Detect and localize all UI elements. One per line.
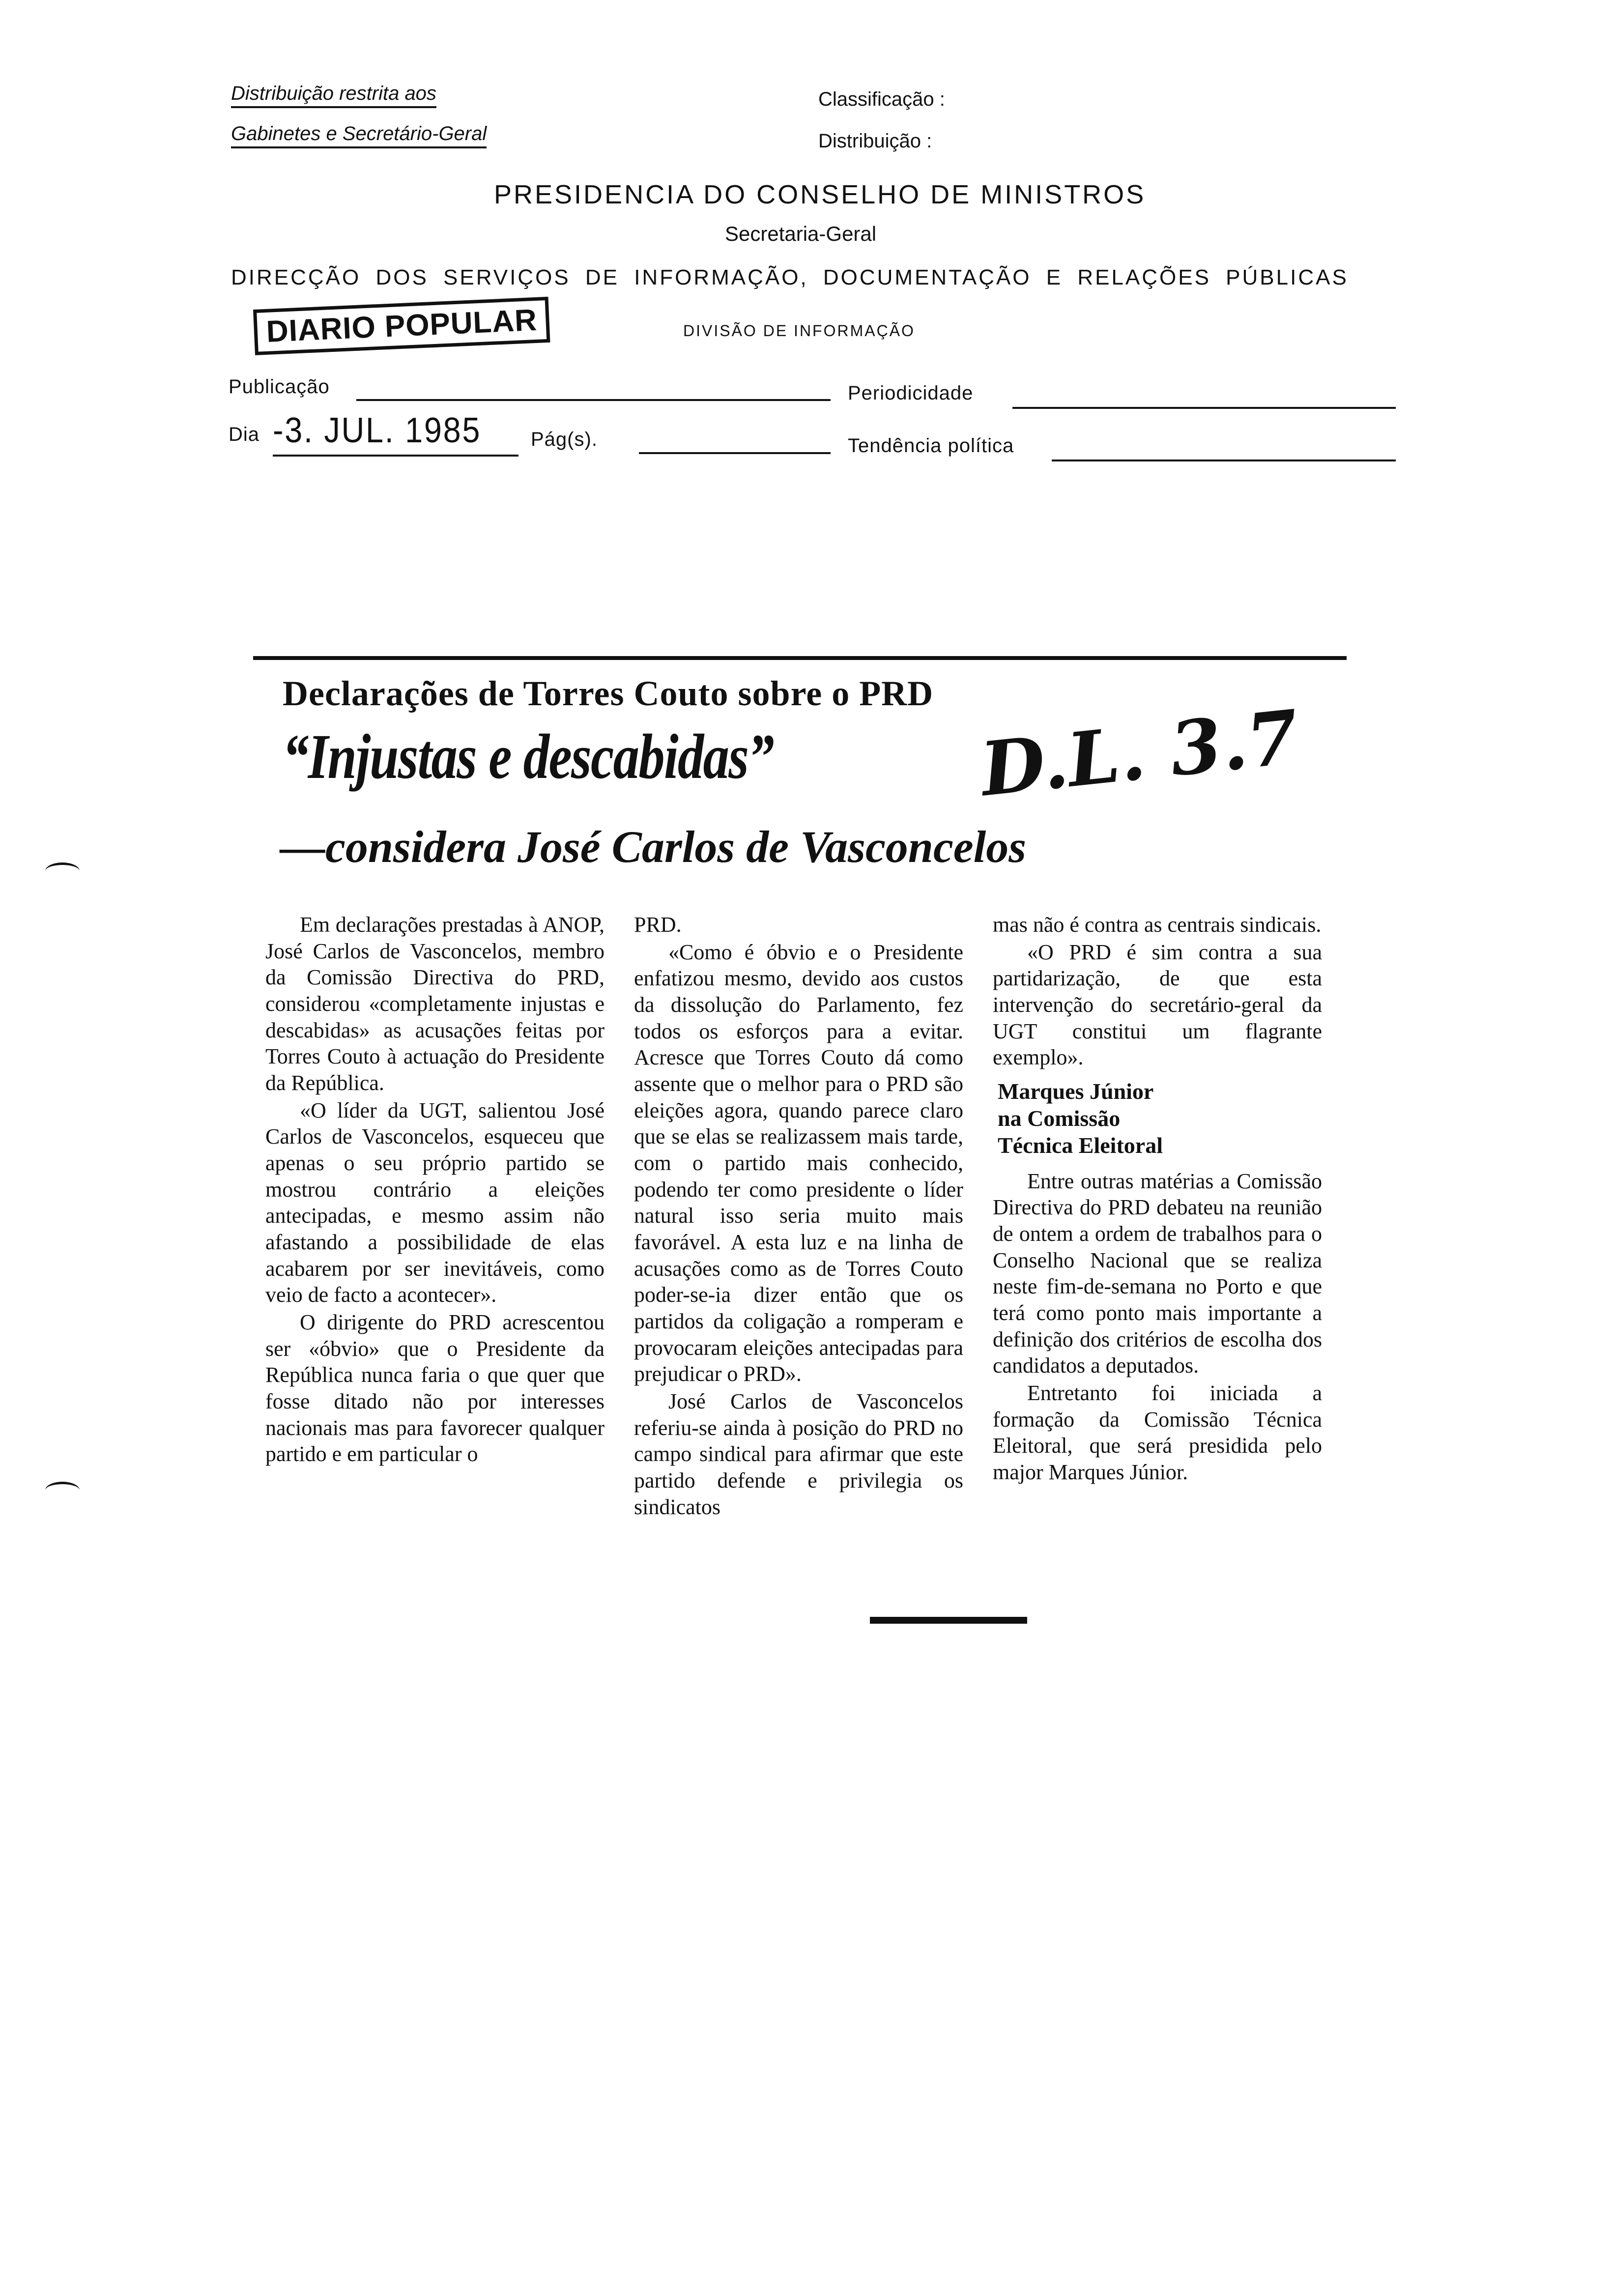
article-deck: —considera José Carlos de Vasconcelos (280, 822, 1026, 872)
paragraph: Entretanto foi iniciada a formação da Comissão Técnica Eleitoral, que será presidida pelo major Marques Júnior. (993, 1380, 1322, 1484)
publication-stamp: DIARIO POPULAR (253, 297, 550, 355)
directorate-title: DIRECÇÃO DOS SERVIÇOS DE INFORMAÇÃO, DOCUMENTAÇÃO E RELAÇÕES PÚBLICAS (231, 265, 1349, 289)
article-column-2 (634, 912, 963, 1521)
subheading-line: Marques Júnior (998, 1079, 1154, 1104)
margin-mark (45, 1482, 80, 1499)
restricted-distribution-line1: Distribuição restrita aos (231, 83, 436, 105)
handwritten-note: D.L. 3.7 (977, 693, 1303, 813)
article-column-1 (265, 912, 604, 1468)
restricted-distribution-line2: Gabinetes e Secretário-Geral (231, 123, 487, 145)
paragraph: mas não é contra as centrais sindicais. (993, 913, 1322, 937)
secretariat-title: Secretaria-Geral (725, 222, 877, 245)
classification-label: Classificação : (818, 88, 945, 110)
political-tendency-label: Tendência política (848, 435, 1014, 457)
distribution-label: Distribuição : (818, 130, 932, 152)
publication-line (356, 399, 831, 401)
article-column-3 (993, 912, 1322, 1487)
institution-title: PRESIDENCIA DO CONSELHO DE MINISTROS (494, 180, 1146, 209)
article-kicker: Declarações de Torres Couto sobre o PRD (283, 674, 934, 713)
division-title: DIVISÃO DE INFORMAÇÃO (683, 322, 915, 340)
periodicity-label: Periodicidade (848, 382, 974, 404)
paragraph: O dirigente do PRD acrescentou ser «óbvio» que o Presidente da República nunca faria o que quer que fosse ditado não por interesses nacionais mas para favorecer qualquer partido e em particular o (265, 1310, 604, 1466)
paragraph: Em declarações prestadas à ANOP, José Carlos de Vasconcelos, membro da Comissão Directiva do PRD, considerou «completamente injustas e descabidas» as acusações feitas por Torres Couto à actuação do Presidente da República. (265, 913, 604, 1095)
paragraph: Entre outras matérias a Comissão Directiva do PRD debateu na reunião de ontem a ordem de trabalhos para o Conselho Nacional que se realiza neste fim-de-semana no Porto e que terá como ponto mais importante a definição dos critérios de escolha dos candidatos a deputados. (993, 1169, 1322, 1378)
subheading-line: Técnica Eleitoral (998, 1133, 1163, 1158)
day-line (273, 455, 518, 457)
paragraph: José Carlos de Vasconcelos referiu-se ainda à posição do PRD no campo sindical para afirmar que este partido defende e privilegia os sindicatos (634, 1389, 963, 1519)
political-tendency-line (1052, 459, 1396, 461)
pages-label: Pág(s). (531, 429, 598, 450)
publication-label: Publicação (229, 376, 330, 398)
paragraph: «Como é óbvio e o Presidente enfatizou mesmo, devido aos custos da dissolução do Parlamento, fez todos os esforços para a evitar. Acresce que Torres Couto dá como assente que o melhor para o PRD são eleições agora, quando parece claro que se elas se realizassem mais tarde, com o partido mais conhecido, podendo ter como presidente o líder natural isso seria muito mais favorável. A esta luz e na linha de acusações como as de Torres Couto poder-se-ia dizer então que os partidos da coligação a romperam e provocaram eleições antecipadas para prejudicar o PRD». (634, 940, 963, 1386)
day-label: Dia (229, 424, 260, 445)
article-headline: “Injustas e descabidas” (283, 721, 774, 792)
date-value: -3. JUL. 1985 (273, 411, 482, 450)
periodicity-line (1012, 407, 1396, 409)
paragraph: «O PRD é sim contra a sua partidarização, de que esta intervenção do secretário-geral da UGT constitui um flagrante exemplo». (993, 940, 1322, 1070)
subheading-line: na Comissão (998, 1106, 1121, 1131)
article-bottom-rule (870, 1617, 1027, 1624)
pages-line (639, 452, 831, 454)
article-top-rule (253, 656, 1347, 660)
paragraph: «O líder da UGT, salientou José Carlos de Vasconcelos, esqueceu que apenas o seu próprio partido se mostrou contrário a eleições antecipadas, e mesmo assim não afastando a possibilidade de elas acabarem por ser inevitáveis, como veio de facto a acontecer». (265, 1098, 604, 1307)
article-subheading (998, 1078, 1322, 1159)
paragraph: PRD. (634, 913, 682, 937)
margin-mark (45, 862, 80, 880)
